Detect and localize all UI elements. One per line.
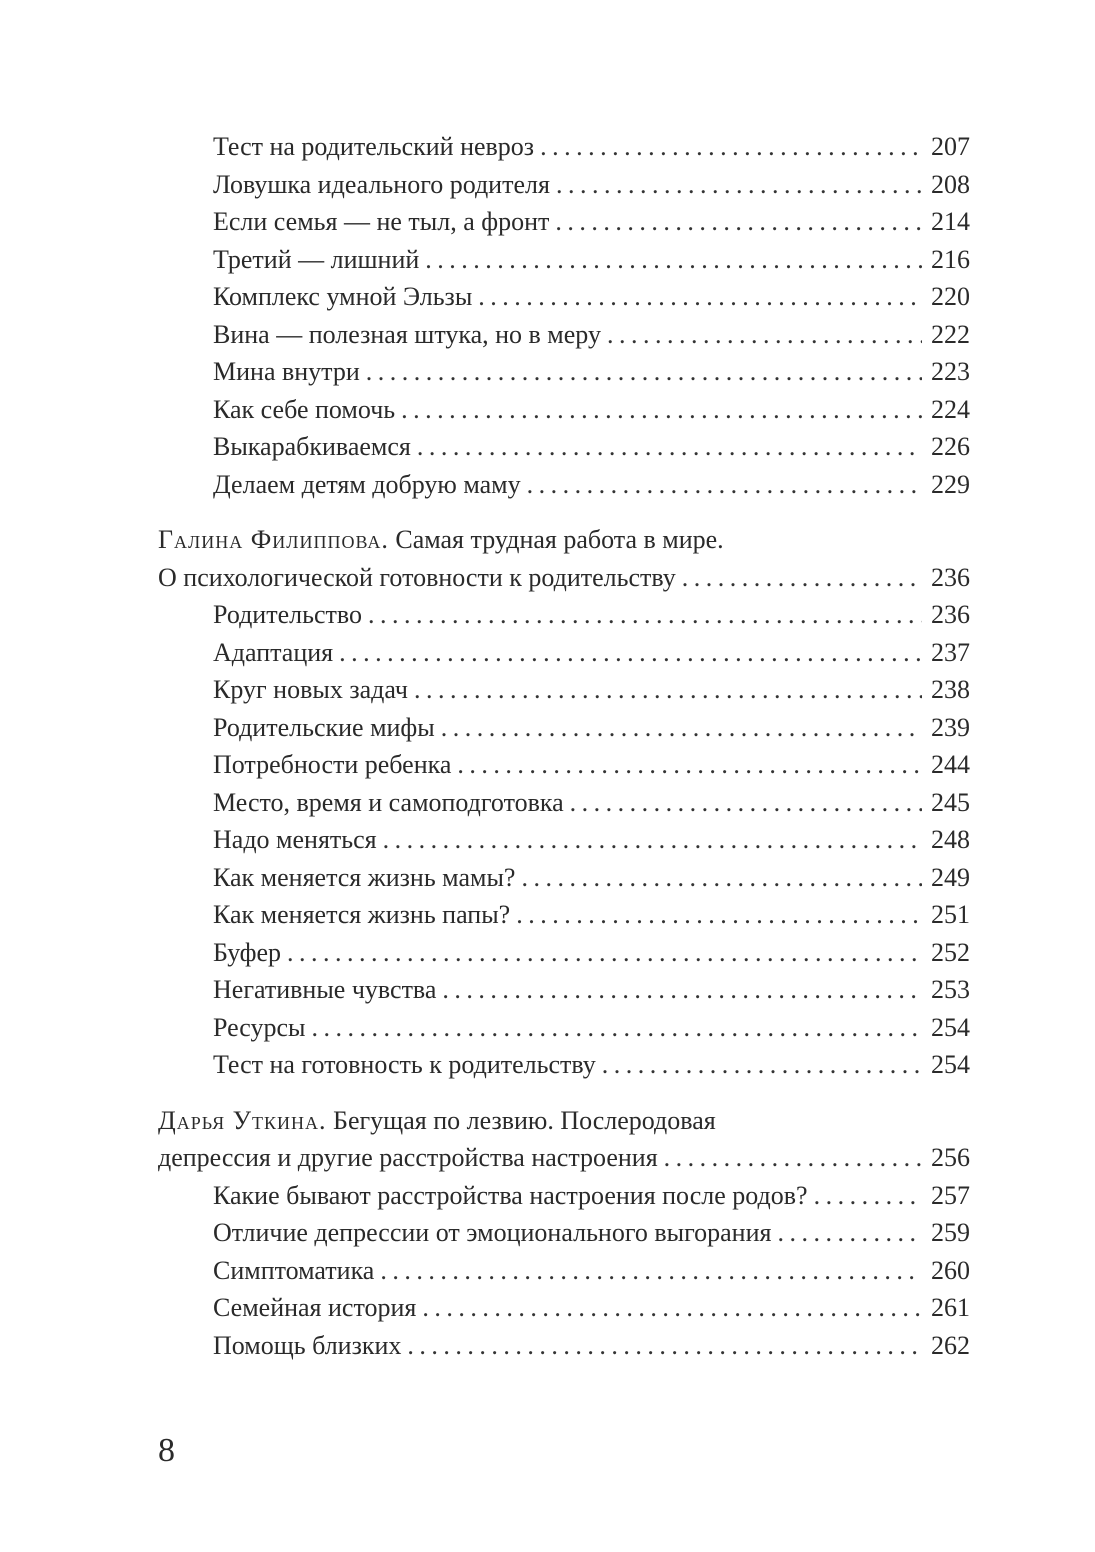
toc-entry[interactable] [158,166,970,204]
leader-dots [516,896,922,934]
page-ref: 244 [931,750,970,779]
page-ref: 259 [931,1218,970,1247]
page-ref: 254 [931,1012,970,1042]
leader-dots [540,128,922,166]
entry-title: Какие бывают расстройства настроения после родов? [213,1180,808,1210]
leader-dots [521,859,922,897]
toc-entry[interactable] [158,596,970,634]
entry-title: Третий — лишний [213,244,420,274]
toc-entry[interactable] [158,634,970,672]
chapter-2-entries [158,596,970,1084]
leader-dots [442,971,922,1009]
leader-dots [383,821,922,859]
chapter-2 [158,521,970,1084]
leader-dots [339,634,922,672]
table-of-contents [158,128,970,1364]
leader-dots [407,1327,922,1365]
leader-dots [478,278,922,316]
entry-title: Ресурсы [213,1012,306,1042]
page-ref: 248 [931,825,970,854]
leader-dots [312,1009,922,1047]
toc-entry[interactable] [158,1214,970,1252]
page-ref: 254 [931,1050,970,1079]
chapter-title-line2: О психологической готовности к родительству [158,562,676,592]
toc-entry[interactable] [158,746,970,784]
page-ref: 252 [931,937,970,967]
toc-entry[interactable] [158,821,970,859]
entry-title: Как себе помочь [213,394,396,424]
toc-entry[interactable] [158,559,970,597]
toc-entry[interactable] [158,128,970,166]
page-ref: 207 [931,132,970,161]
entry-title: Семейная история [213,1293,417,1322]
chapter-3 [158,1102,970,1365]
chapter-heading [158,521,970,559]
toc-entry[interactable] [158,1009,970,1047]
leader-dots [417,428,922,466]
page-ref: 253 [931,975,970,1004]
chapter-heading [158,1102,970,1140]
page-ref: 256 [931,1143,970,1172]
page-ref: 236 [931,600,970,629]
leader-dots [555,203,922,241]
page-ref: 238 [931,675,970,704]
toc-entry[interactable] [158,896,970,934]
section-1-entries [158,128,970,503]
entry-title: Мина внутри [213,357,360,386]
page-ref: 214 [931,207,970,236]
leader-dots [607,316,922,354]
toc-entry[interactable] [158,203,970,241]
toc-entry[interactable] [158,1252,970,1290]
entry-title: Как меняется жизнь папы? [213,900,511,929]
entry-title: Место, время и самоподготовка [213,787,564,817]
leader-dots [527,466,922,504]
toc-entry[interactable] [158,1327,970,1365]
toc-entry[interactable] [158,971,970,1009]
chapter-author: Дарья Уткина. [158,1105,327,1135]
entry-title: Вина — полезная штука, но в меру [213,319,601,349]
leader-dots [457,746,922,784]
leader-dots [556,166,922,204]
page-ref: 216 [931,244,970,274]
toc-entry[interactable] [158,709,970,747]
entry-title: Помощь близких [213,1330,402,1360]
toc-entry[interactable] [158,278,970,316]
toc-entry[interactable] [158,466,970,504]
toc-entry[interactable] [158,1289,970,1327]
toc-entry[interactable] [158,1177,970,1215]
entry-title: Симптоматика [213,1255,375,1285]
entry-title: Круг новых задач [213,675,408,704]
toc-entry[interactable] [158,671,970,709]
entry-title: Тест на родительский невроз [213,132,535,161]
entry-title: Ловушка идеального родителя [213,169,550,199]
entry-title: Если семья — не тыл, а фронт [213,207,550,236]
entry-title: Родительские мифы [213,712,435,742]
leader-dots [441,709,922,747]
entry-title: Отличие депрессии от эмоционального выгорания [213,1218,772,1247]
page-ref: 223 [931,357,970,386]
page-ref: 249 [931,862,970,892]
leader-dots [368,596,922,634]
page-ref: 257 [931,1180,970,1210]
chapter-title-line1: Бегущая по лезвию. Послеродовая [333,1105,716,1135]
page-ref: 224 [931,394,970,424]
page-ref: 245 [931,787,970,817]
toc-entry[interactable] [158,353,970,391]
leader-dots [570,784,922,822]
entry-title: Негативные чувства [213,975,437,1004]
toc-entry[interactable] [158,859,970,897]
chapter-author: Галина Филиппова. [158,525,389,554]
page-ref: 239 [931,712,970,742]
leader-dots [380,1252,922,1290]
toc-entry[interactable] [158,391,970,429]
entry-title: Потребности ребенка [213,750,452,779]
leader-dots [814,1177,922,1215]
leader-dots [414,671,922,709]
page-ref: 208 [931,169,970,199]
page-ref: 236 [931,562,970,592]
toc-entry[interactable] [158,1139,970,1177]
leader-dots [422,1289,922,1327]
entry-title: Родительство [213,600,362,629]
page-number: 8 [158,1432,175,1469]
entry-title: Буфер [213,937,282,967]
leader-dots [425,241,922,279]
toc-entry[interactable] [158,428,970,466]
toc-entry[interactable] [158,784,970,822]
toc-entry[interactable] [158,934,970,972]
entry-title: Делаем детям добрую маму [213,469,521,499]
page-ref: 261 [931,1293,970,1322]
leader-dots [366,353,922,391]
page-ref: 222 [931,319,970,349]
entry-title: Тест на готовность к родительству [213,1050,596,1079]
toc-entry[interactable] [158,241,970,279]
page-ref: 226 [931,432,970,461]
leader-dots [682,559,922,597]
page-ref: 251 [931,900,970,929]
leader-dots [777,1214,922,1252]
leader-dots [287,934,922,972]
entry-title: Комплекс умной Эльзы [213,282,473,311]
leader-dots [602,1046,922,1084]
entry-title: Адаптация [213,637,334,667]
chapter-title-line1: Самая трудная работа в мире. [395,525,724,554]
toc-entry[interactable] [158,1046,970,1084]
leader-dots [401,391,922,429]
page-ref: 229 [931,469,970,499]
entry-title: Выкарабкиваемся [213,432,411,461]
leader-dots [664,1139,922,1177]
page-ref: 262 [931,1330,970,1360]
page-ref: 260 [931,1255,970,1285]
toc-entry[interactable] [158,316,970,354]
entry-title: Надо меняться [213,825,377,854]
chapter-3-entries [158,1177,970,1365]
chapter-title-line2: депрессия и другие расстройства настроения [158,1143,658,1172]
page-ref: 237 [931,637,970,667]
entry-title: Как меняется жизнь мамы? [213,862,516,892]
page-ref: 220 [931,282,970,311]
